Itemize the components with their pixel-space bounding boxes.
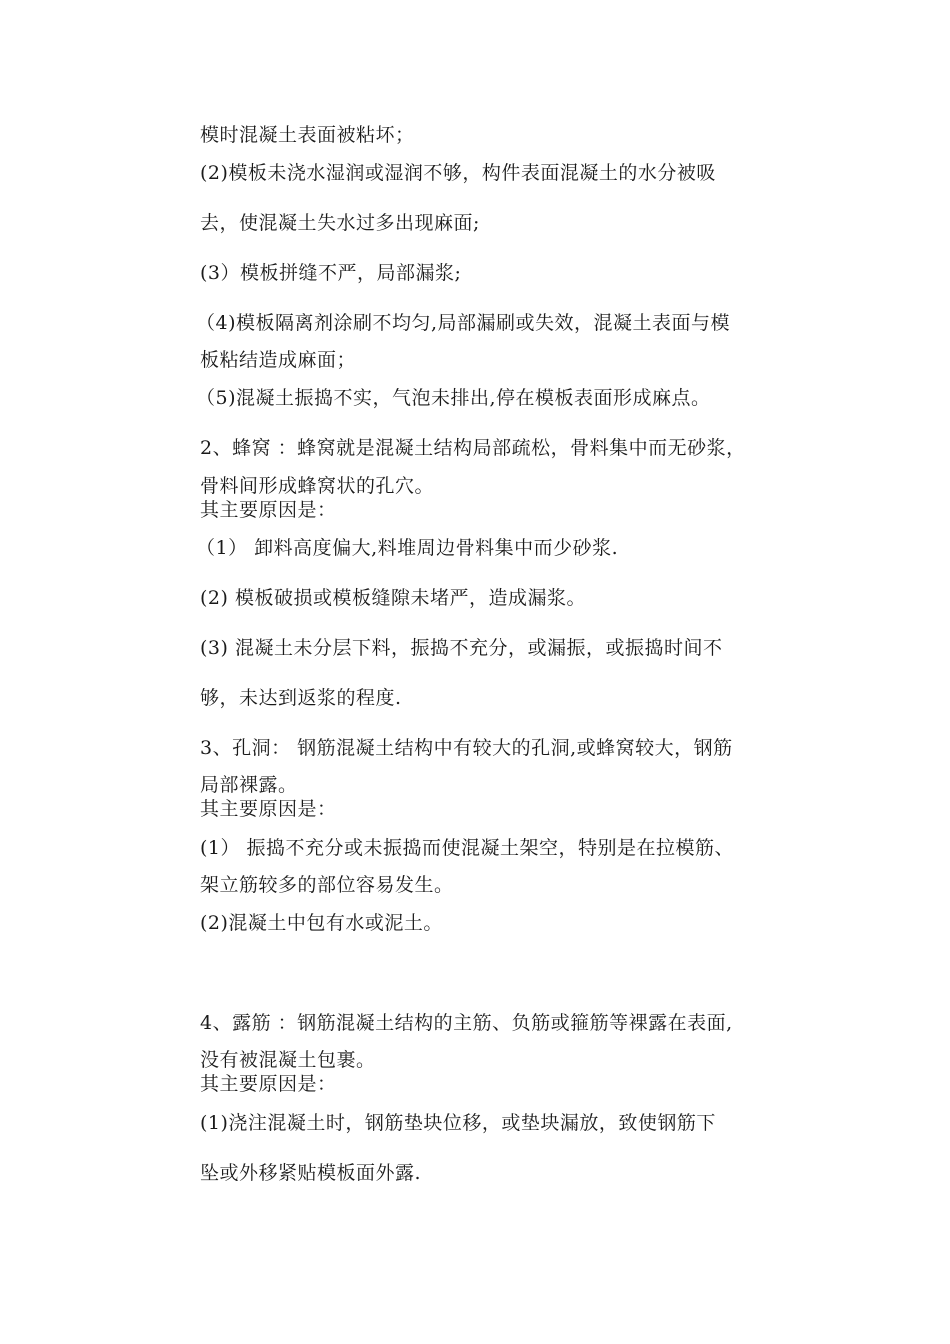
section-heading: 4、露筋 ：钢筋混凝土结构的主筋、负筋或箍筋等裸露在表面, [200, 1012, 733, 1034]
text-line: 板粘结造成麻面； [200, 349, 357, 371]
text-line: 去，使混凝土失水过多出现麻面; [200, 212, 480, 234]
text-line: 其主要原因是： [200, 499, 337, 521]
text-line: 其主要原因是： [200, 798, 337, 820]
text-line: 模时混凝土表面被粘坏； [200, 124, 415, 146]
text-line: (2)模板未浇水湿润或湿润不够，构件表面混凝土的水分被吸 [200, 162, 716, 184]
text-line: 骨料间形成蜂窝状的孔穴。 [200, 475, 435, 497]
text-line: (3) 混凝土未分层下料，振捣不充分，或漏振，或振捣时间不 [200, 637, 723, 659]
text-line: （1） 卸料高度偏大,料堆周边骨料集中而少砂浆. [196, 537, 619, 559]
text-line: 其主要原因是： [200, 1073, 337, 1095]
text-line: (3）模板拼缝不严，局部漏浆; [200, 262, 462, 284]
text-line: 够，未达到返浆的程度. [200, 687, 402, 709]
text-line: (2) 模板破损或模板缝隙未堵严，造成漏浆。 [200, 587, 586, 609]
text-line: (1)浇注混凝土时，钢筋垫块位移，或垫块漏放，致使钢筋下 [200, 1112, 716, 1134]
text-line: (1） 振捣不充分或未振捣而使混凝土架空，特别是在拉模筋、 [200, 837, 735, 859]
text-line: 局部裸露。 [200, 774, 298, 796]
text-line: 架立筋较多的部位容易发生。 [200, 874, 454, 896]
text-line: （5)混凝土振捣不实，气泡未排出,停在模板表面形成麻点。 [196, 387, 711, 409]
text-line: 没有被混凝土包裹。 [200, 1049, 376, 1071]
section-heading: 2、蜂窝 ：蜂窝就是混凝土结构局部疏松，骨料集中而无砂浆， [200, 437, 746, 459]
text-line: （4)模板隔离剂涂刷不均匀,局部漏刷或失效，混凝土表面与模 [196, 312, 731, 334]
text-line: (2)混凝土中包有水或泥土。 [200, 912, 443, 934]
text-line: 坠或外移紧贴模板面外露. [200, 1162, 422, 1184]
section-heading: 3、孔洞： 钢筋混凝土结构中有较大的孔洞,或蜂窝较大，钢筋 [200, 737, 733, 759]
